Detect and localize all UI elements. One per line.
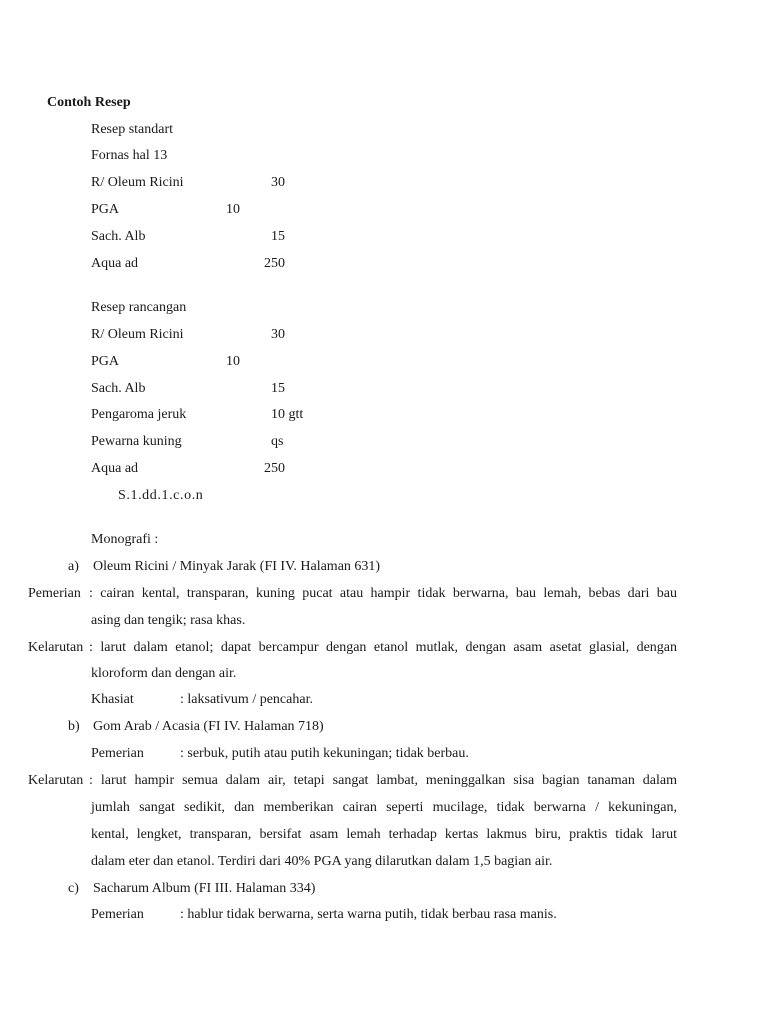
monograph-title: Sacharum Album (FI III. Halaman 334) bbox=[93, 881, 316, 896]
ingredient-name: Pewarna kuning bbox=[91, 434, 182, 449]
field-label: Khasiat bbox=[91, 692, 134, 707]
field-label: Kelarutan bbox=[28, 773, 84, 788]
ingredient-qty: 30 bbox=[271, 175, 285, 190]
signa: S.1.dd.1.c.o.n bbox=[118, 488, 204, 503]
resep-standart-title: Resep standart bbox=[91, 122, 174, 137]
list-marker: c) bbox=[68, 881, 79, 896]
ingredient-qty: 250 bbox=[264, 256, 285, 271]
ingredient-name: PGA bbox=[91, 202, 120, 217]
field-value: : serbuk, putih atau putih kekuningan; tidak berbau. bbox=[180, 746, 469, 761]
ingredient-name: Sach. Alb bbox=[91, 381, 146, 396]
ingredient-qty: 10 bbox=[226, 354, 240, 369]
field-value: : laksativum / pencahar. bbox=[180, 692, 313, 707]
field-value: : larut dalam etanol; dapat bercampur dengan etanol mutlak, dengan asam asetat glasial, dengan bbox=[89, 640, 677, 655]
field-label: Pemerian bbox=[91, 907, 144, 922]
list-marker: a) bbox=[68, 559, 79, 574]
ingredient-name: Aqua ad bbox=[91, 256, 139, 271]
ingredient-qty: 250 bbox=[264, 461, 285, 476]
field-label: Pemerian bbox=[28, 586, 81, 601]
ingredient-qty: 10 bbox=[226, 202, 240, 217]
ingredient-name: R/ Oleum Ricini bbox=[91, 327, 184, 342]
ingredient-name: R/ Oleum Ricini bbox=[91, 175, 184, 190]
ingredient-qty: 15 bbox=[271, 381, 285, 396]
section-heading: Contoh Resep bbox=[47, 95, 131, 110]
field-value: kental, lengket, transparan, bersifat asam lemah terhadap kertas lakmus biru, praktis tidak larut bbox=[91, 827, 677, 842]
ingredient-qty: qs bbox=[271, 434, 284, 449]
resep-standart-source: Fornas hal 13 bbox=[91, 148, 168, 163]
field-value: asing dan tengik; rasa khas. bbox=[91, 613, 246, 628]
field-label: Pemerian bbox=[91, 746, 144, 761]
ingredient-qty: 30 bbox=[271, 327, 285, 342]
ingredient-name: PGA bbox=[91, 354, 120, 369]
ingredient-name: Sach. Alb bbox=[91, 229, 146, 244]
ingredient-name: Aqua ad bbox=[91, 461, 139, 476]
field-value: : larut hampir semua dalam air, tetapi sangat lambat, meninggalkan sisa bagian tanaman dalam bbox=[89, 773, 677, 788]
field-value: dalam eter dan etanol. Terdiri dari 40% PGA yang dilarutkan dalam 1,5 bagian air. bbox=[91, 854, 553, 869]
field-value: kloroform dan dengan air. bbox=[91, 666, 237, 681]
field-label: Kelarutan bbox=[28, 640, 84, 655]
field-value: jumlah sangat sedikit, dan memberikan cairan seperti mucilage, tidak berwarna / kekuningan, bbox=[91, 800, 677, 815]
monograph-title: Gom Arab / Acasia (FI IV. Halaman 718) bbox=[93, 719, 324, 734]
monograph-title: Oleum Ricini / Minyak Jarak (FI IV. Halaman 631) bbox=[93, 559, 381, 574]
list-marker: b) bbox=[68, 719, 80, 734]
ingredient-name: Pengaroma jeruk bbox=[91, 407, 187, 422]
resep-rancangan-title: Resep rancangan bbox=[91, 300, 187, 315]
monografi-title: Monografi : bbox=[91, 532, 159, 547]
field-value: : hablur tidak berwarna, serta warna putih, tidak berbau rasa manis. bbox=[180, 907, 557, 922]
ingredient-qty: 15 bbox=[271, 229, 285, 244]
ingredient-qty: 10 gtt bbox=[271, 407, 304, 422]
field-value: : cairan kental, transparan, kuning pucat atau hampir tidak berwarna, bau lemah, bebas dari bau bbox=[89, 586, 677, 601]
